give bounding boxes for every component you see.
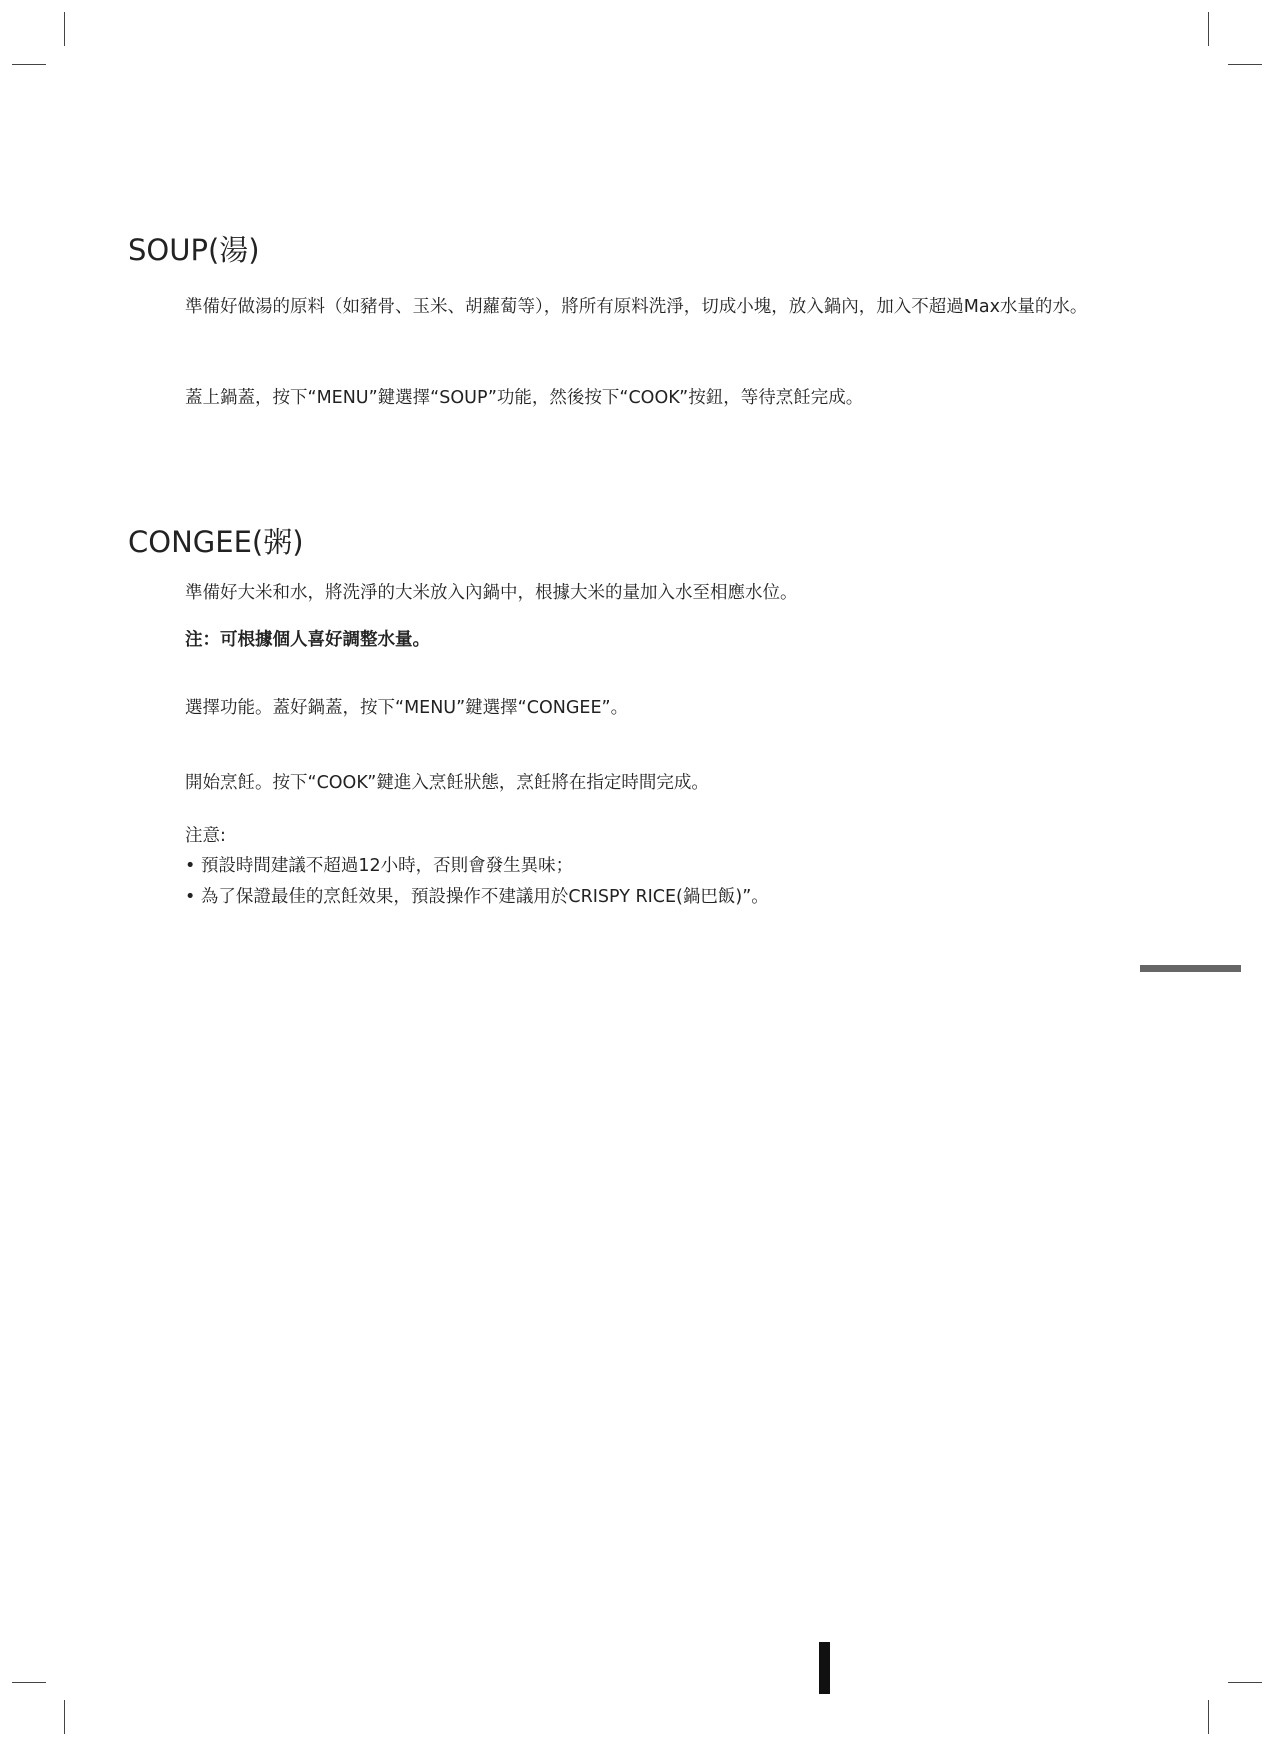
congee-note: 注：可根據個人喜好調整水量。: [185, 630, 430, 650]
crop-mark-bottom-right-vertical: [1208, 1700, 1209, 1734]
soup-heading: SOUP(湯): [128, 233, 260, 267]
crop-mark-bottom-right-horizontal: [1228, 1682, 1262, 1683]
congee-step-2: 選擇功能。蓋好鍋蓋，按下“MENU”鍵選擇“CONGEE”。: [185, 698, 629, 718]
congee-step-1: 準備好大米和水，將洗淨的大米放入內鍋中，根據大米的量加入水至相應水位。: [185, 583, 798, 603]
crop-mark-top-left-horizontal: [12, 64, 46, 65]
congee-step-3: 開始烹飪。按下“COOK”鍵進入烹飪狀態，烹飪將在指定時間完成。: [185, 773, 709, 793]
soup-step-2: 蓋上鍋蓋，按下“MENU”鍵選擇“SOUP”功能，然後按下“COOK”按鈕，等待烹飪完成。: [185, 388, 864, 408]
crop-mark-top-right-horizontal: [1228, 64, 1262, 65]
congee-heading: CONGEE(粥): [128, 525, 304, 559]
congee-caution-item: • 預設時間建議不超過12小時，否則會發生異味；: [185, 856, 574, 876]
soup-step-1: 準備好做湯的原料（如豬骨、玉米、胡蘿蔔等），將所有原料洗淨，切成小塊，放入鍋內，加入不超過Max水量的水。: [185, 297, 1088, 317]
congee-caution-item: • 為了保證最佳的烹飪效果，預設操作不建議用於CRISPY RICE(鍋巴飯)”。: [185, 887, 769, 907]
crop-mark-bottom-left-vertical: [64, 1700, 65, 1734]
crop-mark-top-right-vertical: [1208, 12, 1209, 46]
side-tab-bar: [1140, 965, 1241, 972]
congee-caution-title: 注意:: [185, 826, 226, 846]
crop-mark-top-left-vertical: [64, 12, 65, 46]
crop-mark-bottom-left-horizontal: [12, 1682, 46, 1683]
page-marker-bar: [819, 1642, 830, 1694]
